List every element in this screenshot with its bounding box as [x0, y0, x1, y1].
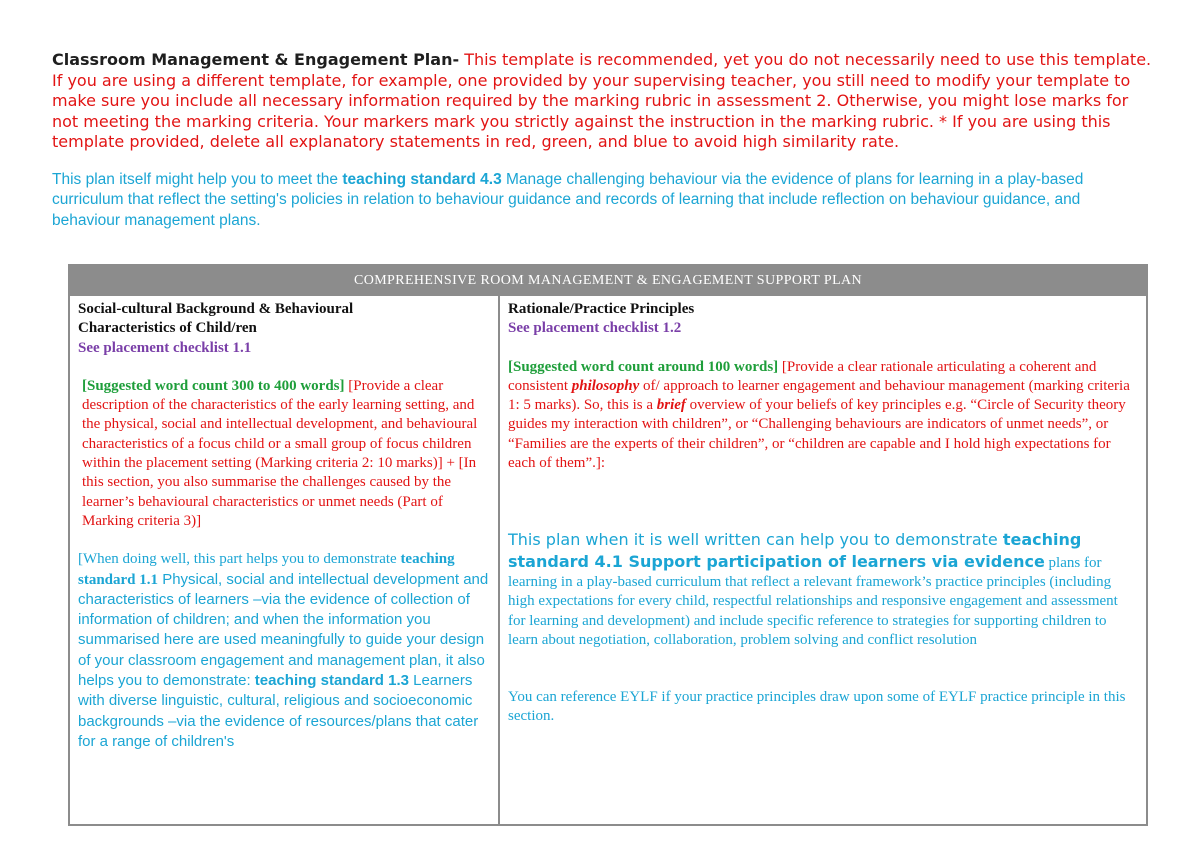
left-tip-colon: :: [246, 672, 255, 690]
left-heading: Social-cultural Background & Behavioural Characteristics of Child/ren: [78, 301, 354, 337]
left-standard-1: teaching standard 1.1: [78, 551, 455, 588]
left-cell[interactable]: [70, 296, 500, 824]
table-header: [70, 266, 1146, 296]
left-tip-mid: Physical, social and intellectual development and characteristics of learners –via the evidence of collection of information of children; and when the information you summarised here are used meaningfully to guide your design of your classroom engagement and management plan, it also helps you to demonstrate: [78, 570, 489, 690]
right-demo-post: plans for learning in a play-based curriculum that reflect a relevant framework’s practice principles (including high expectations for every child, respectful relationships and responsive engagement and assessment for learning and development) and include specific reference to strategies for supporting children to learn about negotiation, collaboration, problem solving and conflict resolution: [508, 554, 1118, 648]
right-eylf-note: You can reference EYLF if your practice principles draw upon some of EYLF practice principle in this section.: [508, 689, 1126, 725]
table-header-label: COMPREHENSIVE ROOM MANAGEMENT & ENGAGEMENT SUPPORT PLAN: [353, 273, 863, 288]
left-tip-post: Learners with diverse linguistic, cultural, religious and socioeconomic backgrounds –via the evidence of resources/plans that cater for a range of children's: [78, 672, 479, 750]
left-instructions: [78, 377, 490, 531]
right-instr-a: [Provide a clear rationale articulating a coherent and consistent: [508, 358, 1097, 394]
right-instr-b: of/ approach to learner engagement and behaviour management (marking criteria 1: 5 marks). So, this is a: [508, 377, 1130, 414]
right-demo-pre: This plan when it is well written can help you to demonstrate: [508, 530, 1003, 550]
right-heading: Rationale/Practice Principles: [508, 301, 695, 317]
note-standard: teaching standard 4.3: [342, 170, 502, 188]
plan-title: Classroom Management & Engagement Plan-: [52, 50, 460, 69]
right-cell[interactable]: [500, 296, 1146, 824]
right-instr-c: overview of your beliefs of key principles e.g. “Circle of Security theory guides my interaction with children”, or “Challenging behaviours are indicators of unmet needs”, or “Families are the experts of their children”, or “children are capable and I hold high expectations for each of them”.]:: [508, 397, 1126, 472]
document-page: [52, 50, 1152, 231]
note-pre: This plan itself might help you to meet the: [52, 170, 343, 188]
right-checklist: See placement checklist 1.2: [508, 320, 682, 337]
left-tip-pre: [When doing well, this part helps you to demonstrate: [78, 551, 401, 568]
right-evidence: evidence: [964, 551, 1045, 571]
left-word-count: [Suggested word count 300 to 400 words]: [82, 377, 345, 394]
left-standard-2: teaching standard 1.3: [254, 672, 409, 690]
left-tip: [78, 550, 490, 752]
standard-note: [52, 170, 1152, 232]
intro-instructions: This template is recommended, yet you do not necessarily need to use this template. If you are using a different template, for example, one provided by your supervising teacher, you still need to modify your template to make sure you include all necessary information required by the marking rubric in assessment 2. Otherwise, you might lose marks for not meeting the marking criteria. Your markers mark you strictly against the instruction in the marking rubric. * If you are using this template provided, delete all explanatory statements in red, green, and blue to avoid high similarity rate.: [52, 50, 1152, 151]
intro-paragraph: [52, 50, 1152, 153]
right-standard: teaching standard 4.1: [508, 530, 1082, 571]
note-post: Manage challenging behaviour via the evidence of plans for learning in a play-based curriculum that reflect the setting's policies in relation to behaviour guidance and records of learning that include reflection on behaviour guidance, and behaviour management plans.: [52, 170, 1084, 229]
right-brief: brief: [656, 397, 686, 414]
right-word-count: [Suggested word count around 100 words]: [508, 358, 779, 375]
left-instruction-text: [Provide a clear description of the characteristics of the early learning setting, and the physical, social and intellectual development, and behavioural characteristics of a focus child or a small group of focus children within the placement setting (Marking criteria 2: 10 marks)] + [In this section, you also summarise the challenges caused by the learner’s behavioural characteristics or unmet needs (Part of Marking criteria 3)]: [82, 377, 478, 529]
left-checklist: See placement checklist 1.1: [78, 339, 252, 356]
right-demo-mid: Support participation of learners via: [622, 551, 964, 571]
right-demonstrate: [508, 530, 1138, 650]
right-philosophy: philosophy: [571, 377, 640, 394]
support-plan-table: [68, 264, 1148, 826]
right-instructions: [508, 358, 1138, 474]
